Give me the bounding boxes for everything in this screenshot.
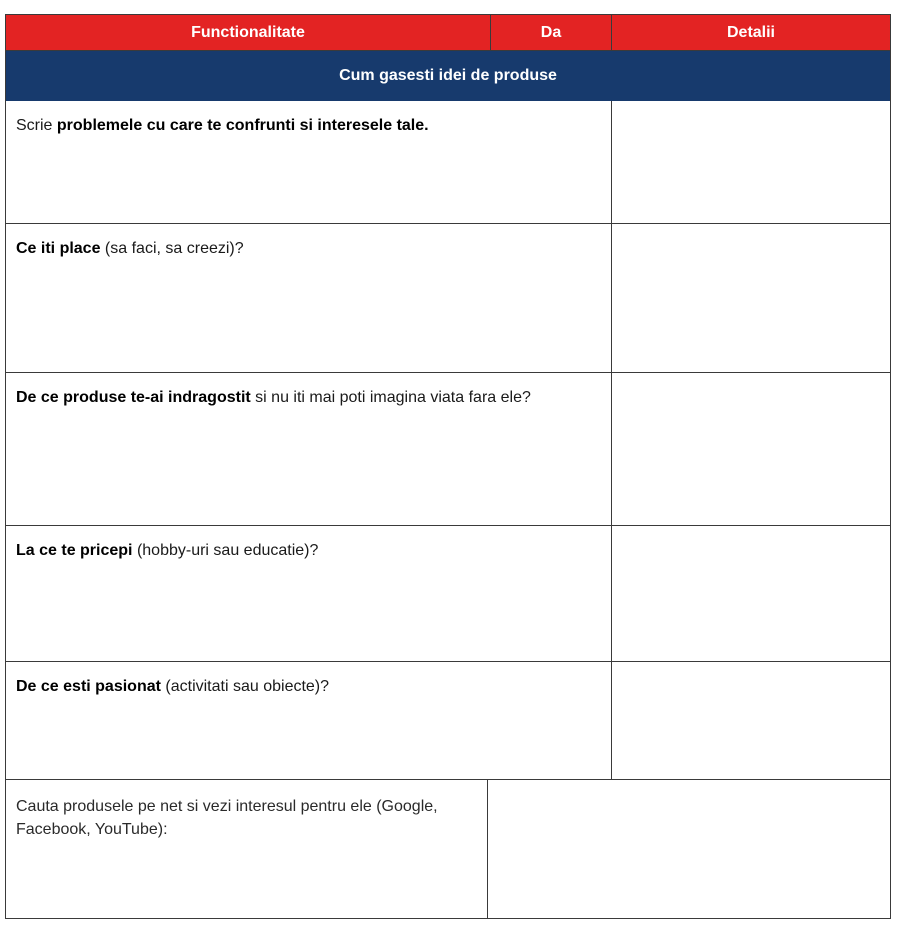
table-row: [5, 373, 891, 526]
answer-cell[interactable]: [612, 224, 890, 372]
question-text-post: si nu iti mai poti imagina viata fara ele?: [250, 389, 531, 406]
question-cell: [6, 526, 612, 661]
search-row: [5, 780, 891, 919]
answer-cell[interactable]: [612, 662, 890, 779]
question-text-post: (activitati sau obiecte)?: [160, 678, 330, 695]
question-text-bold: De ce esti pasionat: [16, 678, 161, 695]
search-answer-cell[interactable]: [488, 780, 890, 918]
question-text-bold: De ce produse te-ai indragostit: [16, 389, 251, 406]
product-ideas-table: [5, 14, 891, 919]
table-row: [5, 662, 891, 780]
table-row: [5, 224, 891, 373]
question-text-post: (sa faci, sa creezi)?: [100, 240, 244, 257]
question-text-bold: problemele cu care te confrunti si interesele tale.: [56, 117, 429, 134]
question-cell: [6, 373, 612, 525]
header-da: Da: [491, 15, 612, 50]
header-detalii: Detalii: [726, 23, 775, 41]
section-title: Cum gasesti idei de produse: [5, 51, 891, 101]
question-cell: [6, 662, 612, 779]
table-header: [5, 14, 891, 51]
question-text-bold: La ce te pricepi: [16, 542, 133, 559]
header-functionalitate: Functionalitate: [6, 15, 491, 50]
answer-cell[interactable]: [612, 526, 890, 661]
question-text-bold: Ce iti place: [16, 240, 101, 257]
table-row: [5, 526, 891, 662]
table-row: [5, 101, 891, 224]
search-question-cell: Cauta produsele pe net si vezi interesul pentru ele (Google, Facebook, YouTube):: [6, 780, 488, 918]
answer-cell[interactable]: [612, 101, 890, 223]
question-text-pre: Scrie: [16, 117, 57, 134]
question-text-post: (hobby-uri sau educatie)?: [132, 542, 319, 559]
answer-cell[interactable]: [612, 373, 890, 525]
question-cell: [6, 101, 612, 223]
question-cell: [6, 224, 612, 372]
